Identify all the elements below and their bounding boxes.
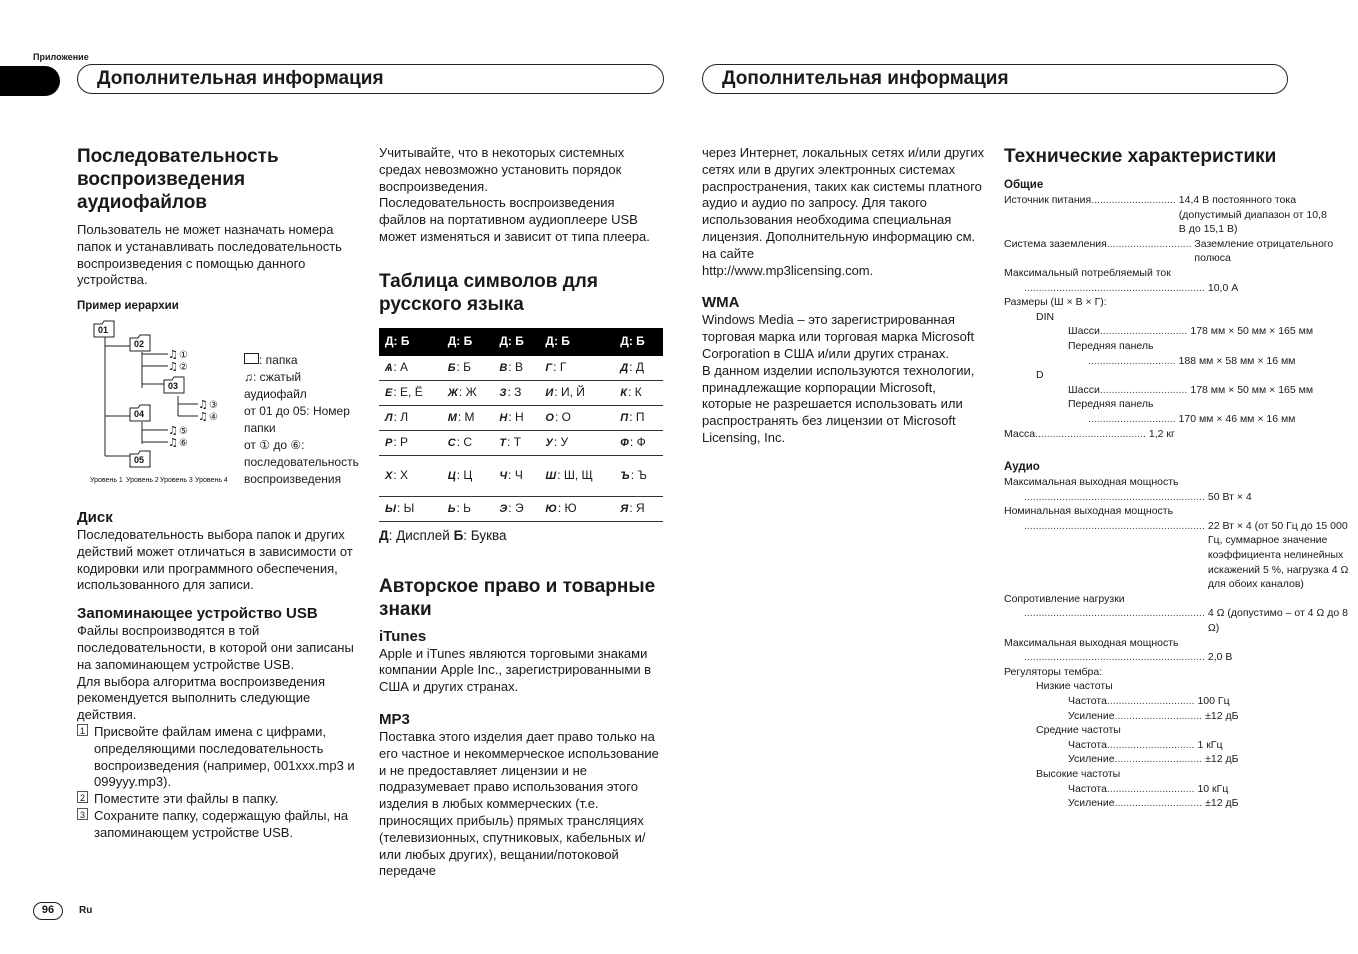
spec-row: Система заземления ............................. Заземление отрицательного полюса xyxy=(1004,237,1294,266)
audio-file-icon: ♫ xyxy=(198,410,208,423)
display-glyph: З xyxy=(499,386,506,399)
russian-char-table xyxy=(379,328,663,522)
usb-text-2: Для выбора алгоритма воспроизведения рекомендуется выполнить следующие действия. xyxy=(77,673,325,723)
table-cell: П : П xyxy=(614,405,663,430)
display-glyph: В xyxy=(499,361,507,374)
letter-value: У xyxy=(560,434,569,449)
section-tab-marker xyxy=(0,66,60,96)
wma-text-2: В данном изделии используются технологии, принадлежащие корпорации Microsoft, которые не разрешается использовать или распространять без лицензии от Microsoft Licensing, Inc. xyxy=(702,362,975,445)
spec-label: Максимальный потребляемый ток xyxy=(1004,266,1171,279)
disc-heading: Диск xyxy=(77,509,113,526)
table-cell: Р : Р xyxy=(379,430,442,455)
audio-file-icon: ♫ xyxy=(168,348,178,361)
mp3-license-text: через Интернет, локальных сетях и/или других сетях или в других электронных системах распространения, таких как системы платного аудио и аудио по запросу. Для такого использования необходима специальная лицензия. Дополнительную информацию см. на сайте xyxy=(702,145,985,261)
spec-value: 178 мм × 50 мм × 165 мм xyxy=(1190,325,1314,338)
table-row xyxy=(379,455,663,496)
spec-value: 50 Вт × 4 xyxy=(1207,490,1252,503)
table-header: Д: Б xyxy=(379,328,442,356)
spec-value: 10,0 А xyxy=(1207,281,1239,294)
letter-value: Ю xyxy=(564,500,577,515)
itunes-text: Apple и iTunes являются торговыми знаками компании Apple Inc., зарегистрированными в США и других странах. xyxy=(379,645,652,695)
letter-value: Г xyxy=(559,359,567,374)
table-cell: Я : Я xyxy=(614,496,663,521)
step-number: 3 xyxy=(77,808,88,820)
letter-value: З xyxy=(514,384,522,399)
specifications xyxy=(1004,177,1349,811)
letter-value: Т xyxy=(513,434,522,449)
display-glyph: Ш xyxy=(545,469,556,482)
display-glyph: И xyxy=(545,386,553,399)
mp3-text: Поставка этого изделия дает право только на его частное и некоммерческое использование и не предоставляет лицензии и не подразумевает право использования этого изделия в любых коммерческих (т.е. приносящих прибыль) прямых трансляциях (телевизионных, спутниковых, кабельных и/или любых других), вещании/потоковой передаче xyxy=(379,728,659,879)
spec-label: Передняя панель xyxy=(1068,398,1154,411)
letter-abbr-text: : Буква xyxy=(463,527,507,543)
spec-label: Шасси xyxy=(1068,325,1100,338)
display-glyph: Ѧ xyxy=(385,361,392,374)
audio-file-icon: ♫ xyxy=(168,424,178,437)
legend-file: : сжатый аудиофайл xyxy=(244,370,307,401)
letter-abbr: Б xyxy=(453,527,464,543)
letter-value: Ц xyxy=(463,467,473,482)
table-cell: У : У xyxy=(539,430,614,455)
letter-value: С xyxy=(463,434,472,449)
spec-row: .............................. 170 мм × 46 мм × 16 мм xyxy=(1004,412,1294,427)
step-2 xyxy=(77,791,359,808)
step-3 xyxy=(77,808,359,842)
spec-label: DIN xyxy=(1036,310,1055,323)
table-cell: Н : Н xyxy=(493,405,539,430)
spec-label: Регуляторы тембра: xyxy=(1004,665,1103,678)
display-glyph: Н xyxy=(499,411,507,424)
step-text: Сохраните папку, содержащую файлы, на запоминающем устройстве USB. xyxy=(94,807,349,840)
spec-label: Средние частоты xyxy=(1036,724,1121,737)
usb-heading: Запоминающее устройство USB xyxy=(77,605,318,623)
folder-label-04: 04 xyxy=(134,409,145,419)
letter-value: Н xyxy=(514,409,524,424)
step-text: Присвойте файлам имена с цифрами, определяющими последовательность воспроизведения (например, 001xxx.mp3 и 099yyy.mp3). xyxy=(94,723,355,790)
audio-heading: Аудио xyxy=(1004,461,1040,474)
table-cell: Э : Э xyxy=(493,496,539,521)
display-glyph: У xyxy=(545,436,552,449)
table-note xyxy=(379,528,664,545)
spec-row: .............................. 188 мм × 58 мм × 16 мм xyxy=(1004,354,1294,369)
folder-label-02: 02 xyxy=(134,339,145,349)
spec-row: .............................................................. 22 Вт × 4 (от 50 Гц до 15 000 Гц, суммарное значение коэффициента нелинейных искажений 5 %, нагрузка 4 Ω для обоих каналов) xyxy=(1004,519,1294,592)
portable-player-note: Последовательность воспроизведения файлов на портативном аудиоплеере USB может изменяться и зависит от типа плеера. xyxy=(379,195,650,244)
display-glyph: Э xyxy=(499,502,507,515)
level-label-2: Уровень 2 xyxy=(126,477,159,484)
spec-row: Частота .............................. 10 кГц xyxy=(1004,782,1294,797)
table-cell: К : К xyxy=(614,380,663,405)
spec-row: Масса ...................................... 1,2 кг xyxy=(1004,427,1294,442)
table-header: Д: Б xyxy=(539,328,614,356)
table-cell: О : О xyxy=(539,405,614,430)
folder-icon xyxy=(244,353,259,364)
spec-label: Размеры (Ш × В × Г): xyxy=(1004,296,1107,309)
folder-hierarchy-diagram xyxy=(90,316,240,488)
letter-value: Ъ xyxy=(637,467,647,482)
spec-value: 100 Гц xyxy=(1197,695,1230,707)
display-glyph: Ю xyxy=(545,502,556,515)
general-heading: Общие xyxy=(1004,179,1044,191)
letter-value: Ы xyxy=(403,500,415,515)
letter-value: Ф xyxy=(636,434,646,449)
file-mark-1: ① xyxy=(179,350,188,361)
table-cell: Ю : Ю xyxy=(539,496,614,521)
spec-value: 1 кГц xyxy=(1197,738,1223,751)
table-cell: Б : Б xyxy=(442,356,494,381)
table-cell: Ч : Ч xyxy=(493,455,539,496)
spec-value: Заземление отрицательного полюса xyxy=(1194,237,1334,265)
step-number: 1 xyxy=(77,724,88,736)
letter-value: В xyxy=(514,359,523,374)
display-glyph: Ц xyxy=(447,469,455,482)
spec-row: .............................................................. 50 Вт × 4 xyxy=(1004,490,1294,505)
page-number: 96 xyxy=(33,902,63,920)
step-text: Поместите эти файлы в папку. xyxy=(94,791,279,807)
spec-label: Источник питания xyxy=(1004,194,1092,206)
display-glyph: К xyxy=(620,386,627,399)
spec-label: Масса xyxy=(1004,427,1036,440)
column-3 xyxy=(702,145,986,447)
spec-label: Низкие частоты xyxy=(1036,680,1113,693)
letter-value: Ш, Щ xyxy=(563,467,593,482)
spec-row: .............................................................. 4 Ω (допустимо – от 4 Ω до 8 Ω) xyxy=(1004,606,1294,635)
mp3-license-url: http://www.mp3licensing.com. xyxy=(702,262,874,278)
table-cell: Ѧ : А xyxy=(379,356,442,381)
display-glyph: Ч xyxy=(499,469,507,482)
display-glyph: Е xyxy=(385,386,392,399)
right-page-header: Дополнительная информация xyxy=(702,64,1288,94)
letter-value: Б xyxy=(463,359,472,374)
table-cell: Ш : Ш, Щ xyxy=(539,455,614,496)
letter-value: Я xyxy=(636,500,645,515)
spec-label: Усиление xyxy=(1068,797,1115,810)
spec-label: Максимальная выходная мощность xyxy=(1004,636,1179,649)
folder-label-05: 05 xyxy=(134,455,145,465)
file-mark-2: ② xyxy=(179,362,188,373)
letter-value: Д xyxy=(635,359,645,374)
column-1 xyxy=(77,145,359,313)
playback-sequence-title: Последовательность воспроизведения аудиофайлов xyxy=(77,146,279,213)
display-glyph: Ы xyxy=(385,502,395,515)
spec-label: Номинальная выходная мощность xyxy=(1004,505,1174,518)
display-glyph: П xyxy=(620,411,628,424)
usb-text-1: Файлы воспроизводятся в той последовательности, в которой они записаны на запоминающем устройстве USB. xyxy=(77,623,354,672)
step-number: 2 xyxy=(77,791,88,803)
table-header-row xyxy=(379,328,663,356)
legend-folder-range: от 01 до 05: Номер папки xyxy=(244,404,350,435)
letter-value: О xyxy=(561,409,571,424)
spec-label: Система заземления xyxy=(1004,237,1107,250)
letter-value: Е, Ё xyxy=(400,384,423,399)
table-header: Д: Б xyxy=(493,328,539,356)
table-cell: Е : Е, Ё xyxy=(379,380,442,405)
spec-row: Источник питания ............................. 14,4 В постоянного тока (допустимый диапазон от 10,8 В до 15,1 В) xyxy=(1004,194,1327,236)
table-row xyxy=(379,356,663,381)
hierarchy-heading: Пример иерархии xyxy=(77,300,179,313)
table-cell: Ц : Ц xyxy=(442,455,494,496)
spec-value: 170 мм × 46 мм × 16 мм xyxy=(1178,412,1296,425)
system-note: Учитывайте, что в некоторых системных средах невозможно установить порядок воспроизведения. xyxy=(379,145,625,194)
table-cell: Ф : Ф xyxy=(614,430,663,455)
display-glyph: Г xyxy=(545,361,552,374)
table-cell: С : С xyxy=(442,430,494,455)
language-code: Ru xyxy=(79,905,93,916)
display-glyph: Р xyxy=(385,436,392,449)
spec-label: Высокие частоты xyxy=(1036,767,1121,780)
spec-row: Усиление .............................. ±12 дБ xyxy=(1004,709,1294,724)
letter-value: Ч xyxy=(514,467,523,482)
letter-value: Р xyxy=(400,434,409,449)
left-page-header: Дополнительная информация xyxy=(77,64,664,94)
spec-label: Усиление xyxy=(1068,753,1115,766)
display-glyph: Ь xyxy=(447,502,455,515)
legend-file-range: от ① до ⑥: последовательность воспроизведения xyxy=(244,438,359,486)
spec-row: Шасси .............................. 178 мм × 50 мм × 165 мм xyxy=(1004,383,1294,398)
audio-file-icon: ♫ xyxy=(198,398,208,411)
display-glyph: Ж xyxy=(447,386,457,399)
spec-label: Передняя панель xyxy=(1068,339,1154,352)
display-abbr: Д xyxy=(379,527,389,543)
display-glyph: Б xyxy=(447,361,455,374)
spec-value: 14,4 В постоянного тока (допустимый диапазон от 10,8 В до 15,1 В) xyxy=(1178,194,1327,236)
spec-label: D xyxy=(1036,369,1044,382)
char-table-title: Таблица символов для русского языка xyxy=(379,270,598,315)
playback-intro: Пользователь не может назначать номера папок и устанавливать последовательность воспроизведения с помощью данного устройства. xyxy=(77,222,342,288)
spec-label: Максимальная выходная мощность xyxy=(1004,476,1179,489)
letter-value: Ж xyxy=(465,384,477,399)
audio-file-icon: ♫ xyxy=(168,360,178,373)
display-glyph: М xyxy=(447,411,456,424)
spec-row: Шасси .............................. 178 мм × 50 мм × 165 мм xyxy=(1004,324,1294,339)
spec-value: 4 Ω (допустимо – от 4 Ω до 8 Ω) xyxy=(1207,607,1348,635)
spec-label: Частота xyxy=(1068,782,1107,795)
display-glyph: С xyxy=(447,436,455,449)
folder-label-01: 01 xyxy=(98,325,109,335)
display-glyph: Д xyxy=(620,361,628,374)
table-cell: Г : Г xyxy=(539,356,614,381)
hierarchy-legend xyxy=(244,352,359,488)
spec-value: ±12 дБ xyxy=(1205,753,1239,766)
step-1 xyxy=(77,724,359,791)
file-mark-6: ⑥ xyxy=(179,438,188,449)
table-cell: Х : Х xyxy=(379,455,442,496)
spec-value: 22 Вт × 4 (от 50 Гц до 15 000 Гц, суммарное значение коэффициента нелинейных искажений 5 %, нагрузка 4 Ω для обоих каналов) xyxy=(1207,519,1349,591)
letter-value: Х xyxy=(400,467,409,482)
table-cell: В : В xyxy=(493,356,539,381)
spec-value: 10 кГц xyxy=(1197,782,1229,795)
display-glyph: Л xyxy=(385,411,392,424)
display-glyph: Т xyxy=(499,436,506,449)
table-cell: З : З xyxy=(493,380,539,405)
spec-value: 2,0 В xyxy=(1207,651,1233,664)
table-row xyxy=(379,430,663,455)
table-cell: М : М xyxy=(442,405,494,430)
display-glyph: Ф xyxy=(620,436,628,449)
display-glyph: Х xyxy=(385,469,392,482)
table-cell: Т : Т xyxy=(493,430,539,455)
file-mark-5: ⑤ xyxy=(179,426,188,437)
letter-value: И, Й xyxy=(561,384,585,399)
spec-value: 178 мм × 50 мм × 165 мм xyxy=(1190,383,1314,396)
column-1-lower xyxy=(77,508,359,842)
spec-label: Частота xyxy=(1068,738,1107,751)
table-row xyxy=(379,380,663,405)
letter-value: Ь xyxy=(463,500,472,515)
letter-value: Э xyxy=(514,500,524,515)
specs-title: Технические характеристики xyxy=(1004,146,1277,167)
letter-value: П xyxy=(635,409,645,424)
level-label-4: Уровень 4 xyxy=(195,477,228,484)
legend-folder: : папка xyxy=(259,353,298,367)
display-glyph: О xyxy=(545,411,553,424)
table-row xyxy=(379,496,663,521)
spec-label: Шасси xyxy=(1068,383,1100,396)
table-header: Д: Б xyxy=(442,328,494,356)
spec-value: ±12 дБ xyxy=(1205,797,1239,810)
table-row xyxy=(379,405,663,430)
table-cell: Ь : Ь xyxy=(442,496,494,521)
display-abbr-text: : Дисплей xyxy=(388,527,454,543)
audio-file-icon: ♫ xyxy=(244,370,253,384)
table-cell: Д : Д xyxy=(614,356,663,381)
mp3-heading: MP3 xyxy=(379,710,410,728)
display-glyph: Ъ xyxy=(620,469,629,482)
letter-value: А xyxy=(400,359,409,374)
file-mark-3: ③ xyxy=(209,400,218,411)
level-label-3: Уровень 3 xyxy=(160,477,193,484)
spec-value: 188 мм × 58 мм × 16 мм xyxy=(1178,354,1296,367)
table-cell: Ж : Ж xyxy=(442,380,494,405)
letter-value: Л xyxy=(400,409,409,424)
spec-row: .............................................................. 10,0 А xyxy=(1004,281,1294,296)
spec-label: Усиление xyxy=(1068,709,1115,722)
table-cell: И : И, Й xyxy=(539,380,614,405)
table-header: Д: Б xyxy=(614,328,663,356)
spec-label: Частота xyxy=(1068,695,1107,707)
wma-text-1: Windows Media – это зарегистрированная торговая марка или торговая марка Microsoft Corporation в США и/или других странах. xyxy=(702,312,975,361)
table-cell: Ъ : Ъ xyxy=(614,455,663,496)
spec-row: Частота .............................. 100 Гц xyxy=(1004,694,1294,709)
level-label-1: Уровень 1 xyxy=(90,477,123,484)
spec-row: Усиление .............................. ±12 дБ xyxy=(1004,796,1294,811)
folder-label-03: 03 xyxy=(168,381,179,391)
spec-value: 1,2 кг xyxy=(1148,427,1175,440)
spec-label: Сопротивление нагрузки xyxy=(1004,592,1125,605)
wma-heading: WMA xyxy=(702,294,740,312)
disc-text: Последовательность выбора папок и других действий может отличаться в зависимости от кодировки или программного обеспечения, использованного для записи. xyxy=(77,527,353,593)
spec-row: Усиление .............................. ±12 дБ xyxy=(1004,752,1294,767)
spec-value: ±12 дБ xyxy=(1205,709,1239,722)
display-glyph: Я xyxy=(620,502,628,515)
file-mark-4: ④ xyxy=(209,412,218,423)
table-cell: Л : Л xyxy=(379,405,442,430)
column-2 xyxy=(379,145,664,880)
appendix-label: Приложение xyxy=(33,52,89,62)
spec-row: Частота .............................. 1 кГц xyxy=(1004,738,1294,753)
audio-file-icon: ♫ xyxy=(168,436,178,449)
letter-value: М xyxy=(464,409,475,424)
spec-row: .............................................................. 2,0 В xyxy=(1004,650,1294,665)
table-cell: Ы : Ы xyxy=(379,496,442,521)
letter-value: К xyxy=(634,384,642,399)
copyright-title: Авторское право и товарные знаки xyxy=(379,575,656,620)
itunes-heading: iTunes xyxy=(379,627,427,645)
